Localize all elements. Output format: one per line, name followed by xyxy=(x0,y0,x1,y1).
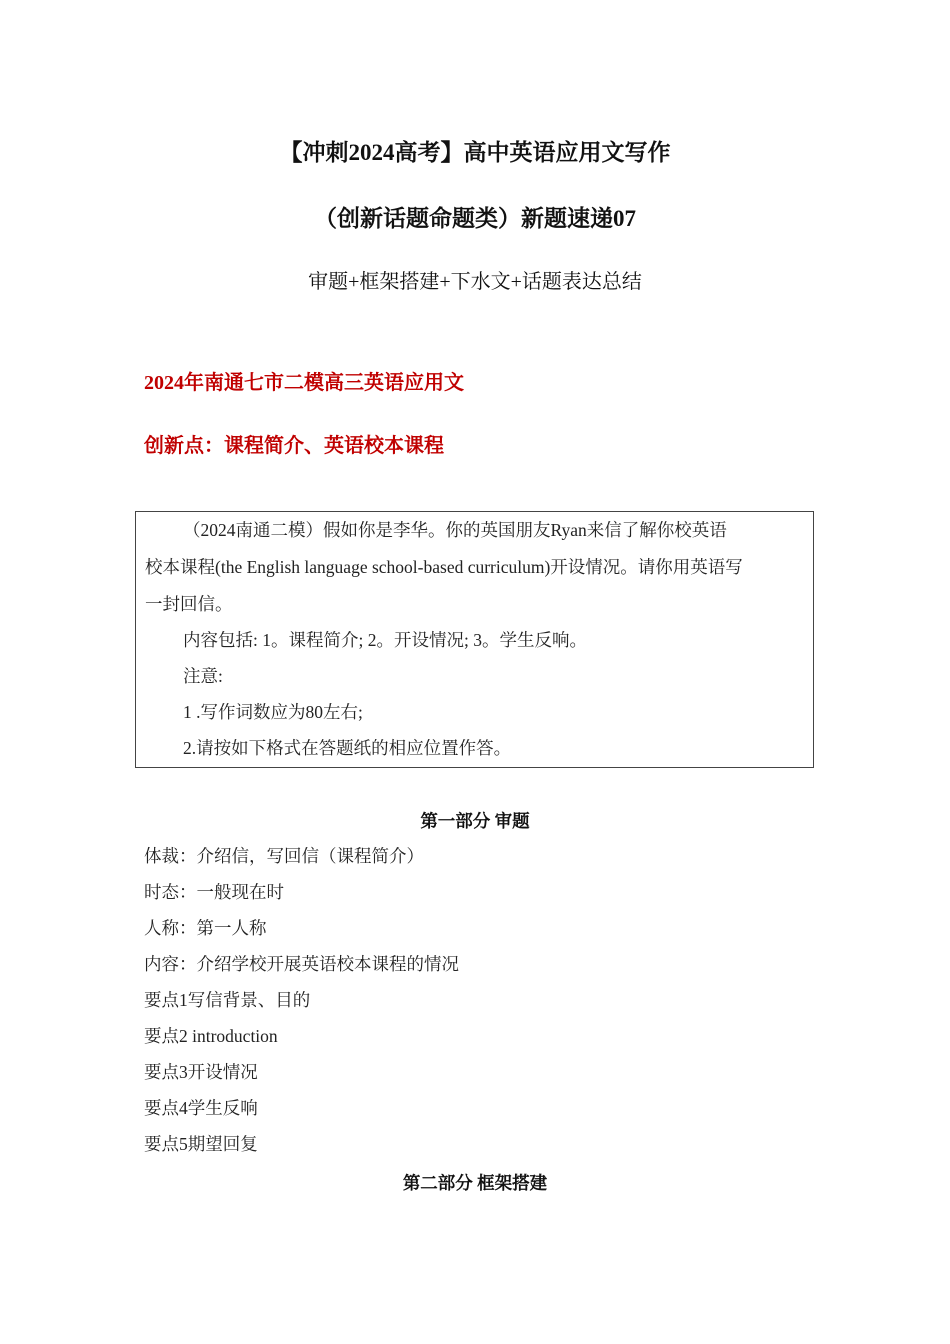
list-item: 要点4学生反响 xyxy=(144,1098,258,1118)
list-item: 要点5期望回复 xyxy=(144,1134,258,1154)
list-item: 要点1写信背景、目的 xyxy=(144,990,311,1010)
task-line: 内容包括: 1。课程简介; 2。开设情况; 3。学生反响。 xyxy=(183,630,587,650)
part1-heading: 第一部分 审题 xyxy=(420,811,530,831)
task-line: 1 .写作词数应为80左右; xyxy=(183,702,363,722)
task-line: （2024南通二模）假如你是李华。你的英国朋友Ryan来信了解你校英语 xyxy=(183,520,727,540)
task-line: 一封回信。 xyxy=(145,594,233,614)
innovation-heading: 创新点：课程简介、英语校本课程 xyxy=(144,435,444,457)
document-tagline: 审题+框架搭建+下水文+话题表达总结 xyxy=(308,271,642,293)
list-item: 要点2 introduction xyxy=(144,1026,278,1046)
task-line: 注意: xyxy=(183,666,223,686)
document-title: 【冲刺2024高考】高中英语应用文写作 xyxy=(279,140,671,165)
list-item: 要点3开设情况 xyxy=(144,1062,258,1082)
exam-source-heading: 2024年南通七市二模高三英语应用文 xyxy=(144,372,464,394)
part2-heading: 第二部分 框架搭建 xyxy=(402,1173,548,1193)
task-line: 2.请按如下格式在答题纸的相应位置作答。 xyxy=(183,738,512,758)
list-item: 时态：一般现在时 xyxy=(144,882,284,902)
task-prompt-box xyxy=(135,511,814,768)
list-item: 内容：介绍学校开展英语校本课程的情况 xyxy=(144,954,459,974)
document-subtitle: （创新话题命题类）新题速递07 xyxy=(314,206,636,231)
task-line: 校本课程(the English language school-based curriculum)开设情况。请你用英语写 xyxy=(145,557,743,577)
list-item: 人称：第一人称 xyxy=(144,918,267,938)
list-item: 体裁：介绍信，写回信（课程简介） xyxy=(144,846,424,866)
